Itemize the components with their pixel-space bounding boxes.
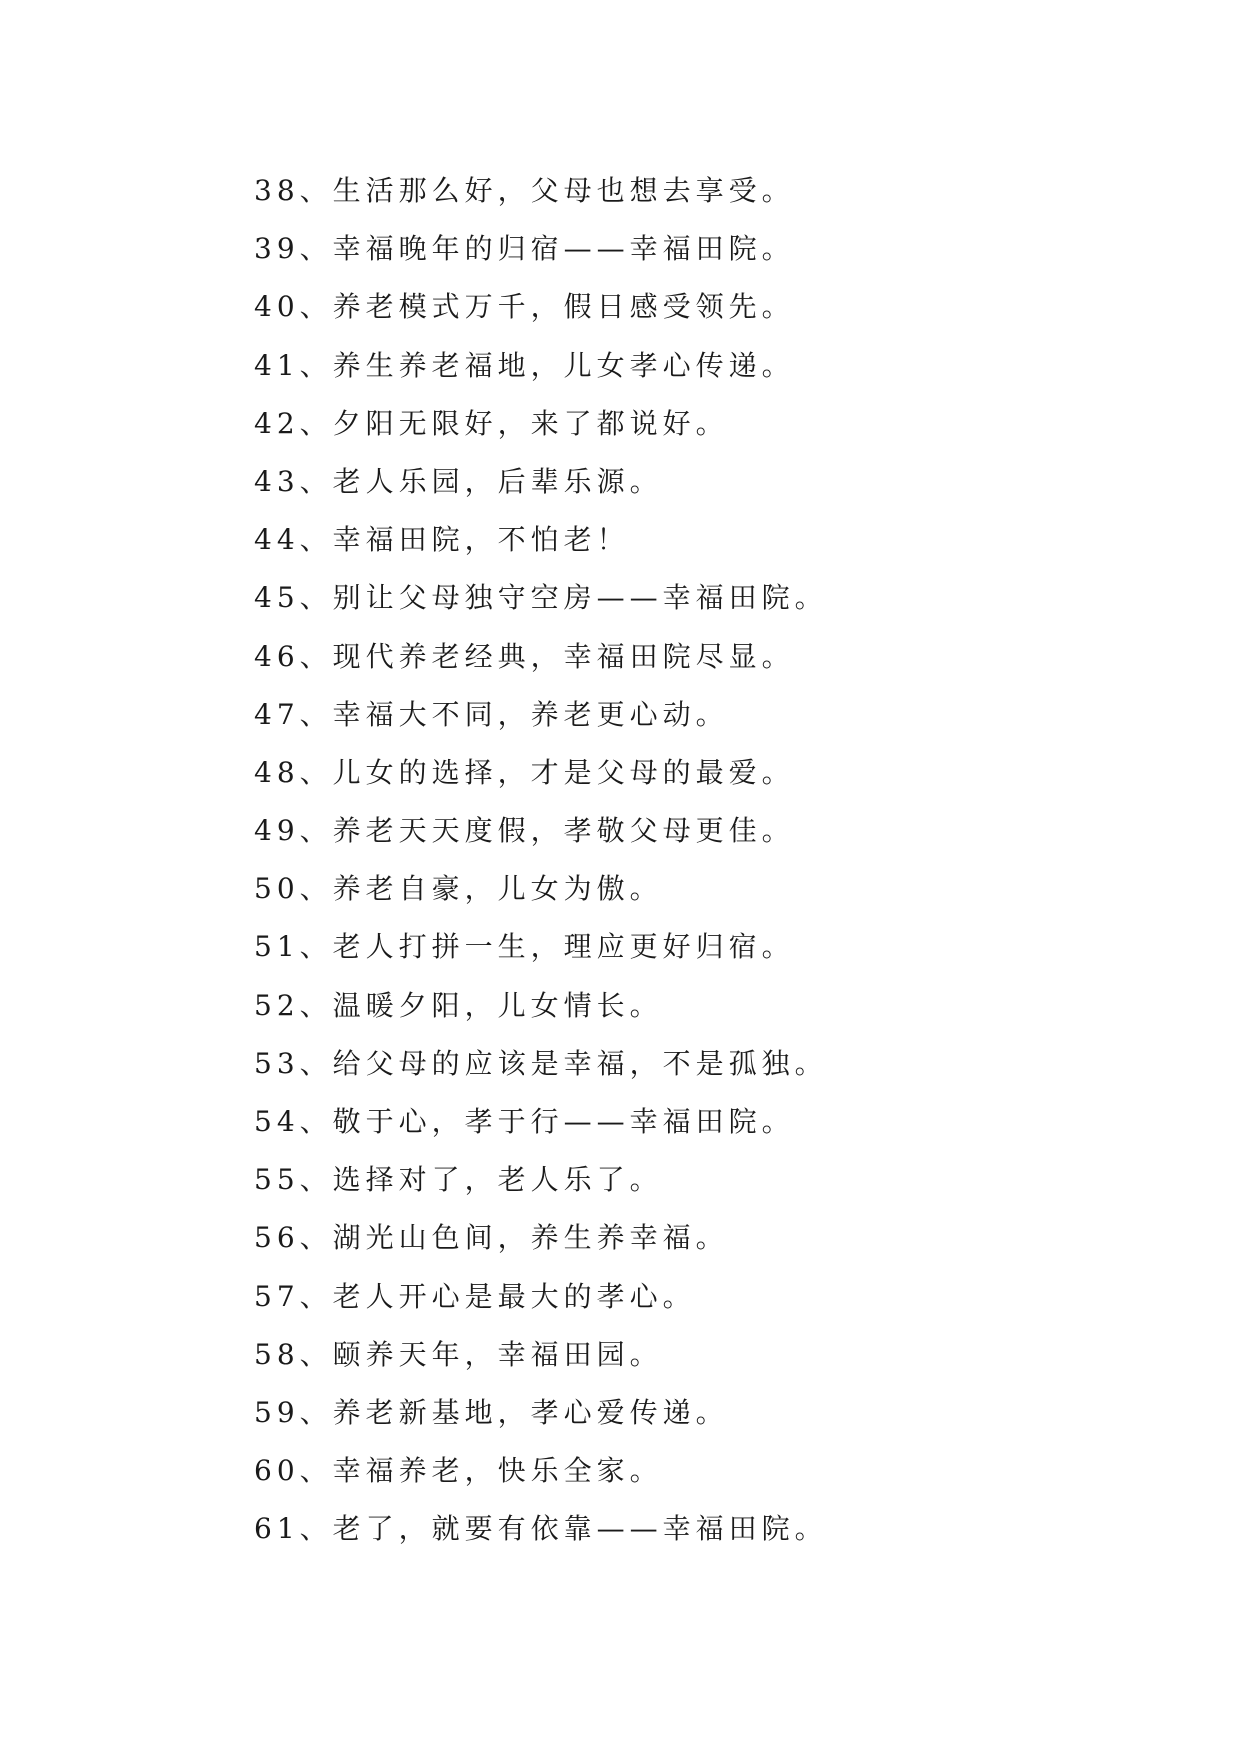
list-item: 40、养老模式万千，假日感受领先。 [254,290,795,324]
list-item: 47、幸福大不同，养老更心动。 [254,697,729,731]
list-item: 55、选择对了，老人乐了。 [254,1163,663,1197]
list-item: 39、幸福晚年的归宿——幸福田院。 [254,232,795,266]
list-item: 52、温暖夕阳，儿女情长。 [254,988,663,1022]
list-item: 56、湖光山色间，养生养幸福。 [254,1221,729,1255]
list-item: 58、颐养天年，幸福田园。 [254,1337,663,1371]
list-item: 45、别让父母独守空房——幸福田院。 [254,581,828,615]
list-item: 46、现代养老经典，幸福田院尽显。 [254,639,795,673]
list-item: 44、幸福田院，不怕老！ [254,523,630,557]
list-item: 51、老人打拼一生，理应更好归宿。 [254,930,795,964]
list-item: 57、老人开心是最大的孝心。 [254,1279,696,1313]
slogan-list [254,162,828,1559]
list-item: 53、给父母的应该是幸福，不是孤独。 [254,1046,828,1080]
list-item: 50、养老自豪，儿女为傲。 [254,872,663,906]
list-item: 49、养老天天度假，孝敬父母更佳。 [254,814,795,848]
list-item: 48、儿女的选择，才是父母的最爱。 [254,755,795,789]
list-item: 41、养生养老福地，儿女孝心传递。 [254,348,795,382]
list-item: 59、养老新基地，孝心爱传递。 [254,1395,729,1429]
list-item: 60、幸福养老，快乐全家。 [254,1454,663,1488]
list-item: 54、敬于心，孝于行——幸福田院。 [254,1105,795,1138]
list-item: 38、生活那么好，父母也想去享受。 [254,174,795,207]
list-item: 61、老了，就要有依靠——幸福田院。 [254,1512,828,1546]
list-item: 43、老人乐园，后辈乐源。 [254,464,663,498]
list-item: 42、夕阳无限好，来了都说好。 [254,406,729,440]
